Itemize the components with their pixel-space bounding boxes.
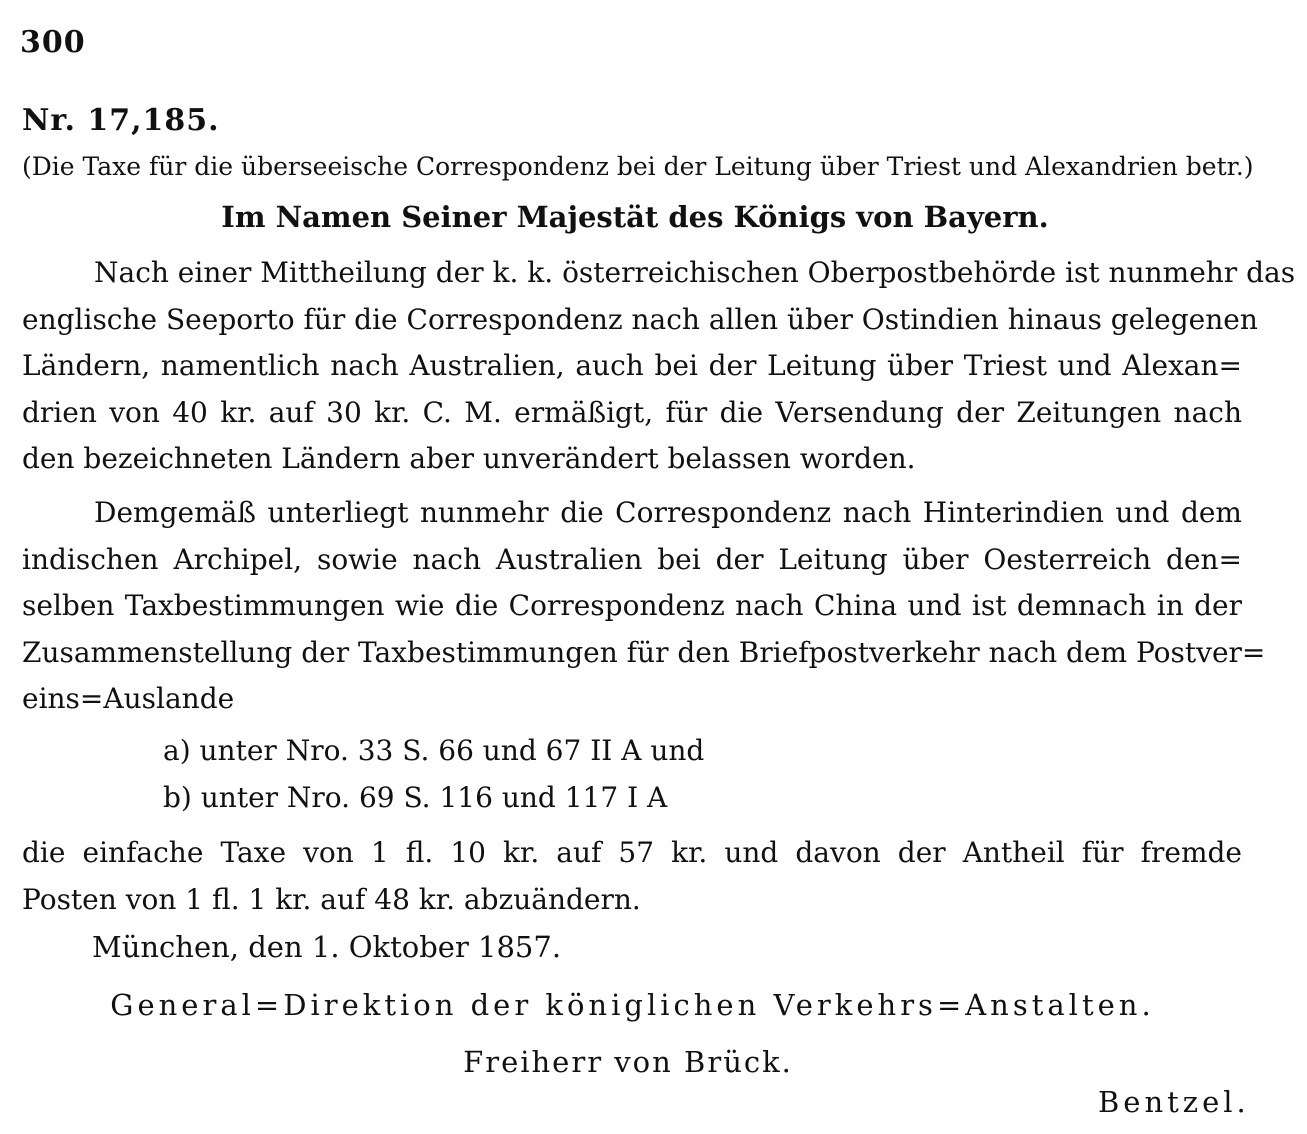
paragraph-2-line: selben Taxbestimmungen wie die Correspondenz nach China und ist demnach in der [22,589,1242,622]
paragraph-1 [22,250,1296,483]
list-item-a: a) unter Nro. 33 S. 66 und 67 II A und [163,734,705,767]
paragraph-1-line: englische Seeporto für die Correspondenz nach allen über Ostindien hinaus gelegenen [22,302,1258,336]
list-item-b: b) unter Nro. 69 S. 116 und 117 I A [163,781,668,814]
paragraph-2-line: Zusammenstellung der Taxbestimmungen für den Briefpostverkehr nach dem Postver= [22,635,1266,669]
countersignatory: Bentzel. [1098,1085,1250,1119]
paragraph-1-line: den bezeichneten Ländern aber unverändert belassen worden. [22,442,916,475]
paragraph-2 [22,490,1266,723]
paragraph-3-line: Posten von 1 fl. 1 kr. auf 48 kr. abzuändern. [22,882,641,916]
invocation-heading: Im Namen Seiner Majestät des Königs von Bayern. [221,200,1049,234]
issuing-authority: General=Direktion der königlichen Verkehrs=Anstalten. [110,988,1155,1022]
paragraph-3-line: die einfache Taxe von 1 fl. 10 kr. auf 57 kr. und davon der Antheil für fremde [22,836,1242,869]
paragraph-1-line: Ländern, namentlich nach Australien, auch bei der Leitung über Triest und Alexan= [22,349,1242,382]
subject-line: (Die Taxe für die überseeische Correspondenz bei der Leitung über Triest und Alexandrien betr.) [22,152,1254,181]
paragraph-2-line: Demgemäß unterliegt nunmehr die Correspondenz nach Hinterindien und dem [94,496,1242,529]
document-number: Nr. 17,185. [22,103,220,138]
paragraph-3 [22,830,1242,923]
page-number: 300 [20,25,86,60]
date-line: München, den 1. Oktober 1857. [92,930,562,964]
paragraph-2-line: indischen Archipel, sowie nach Australien bei der Leitung über Oesterreich den= [22,542,1242,576]
paragraph-1-line: drien von 40 kr. auf 30 kr. C. M. ermäßigt, für die Versendung der Zeitungen nach [22,395,1242,429]
paragraph-1-line: Nach einer Mittheilung der k. k. österreichischen Oberpostbehörde ist nunmehr das [94,256,1296,289]
signatory: Freiherr von Brück. [463,1045,793,1079]
paragraph-2-line: eins=Auslande [22,682,235,715]
